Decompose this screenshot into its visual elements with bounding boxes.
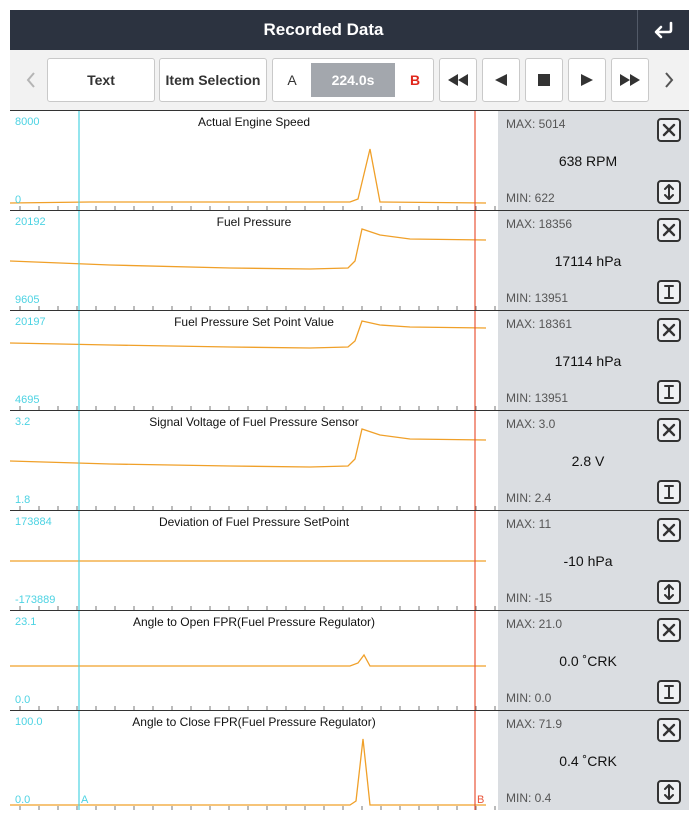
y-axis-max-label: 100.0 bbox=[15, 716, 43, 728]
y-axis-min-label: 4695 bbox=[15, 394, 40, 406]
min-value-label: MIN: 13951 bbox=[506, 391, 569, 405]
stop-button[interactable] bbox=[525, 58, 563, 102]
min-value-label: MIN: 622 bbox=[506, 191, 555, 205]
remove-parameter-button[interactable] bbox=[657, 318, 681, 342]
scale-toggle-button[interactable] bbox=[657, 580, 681, 604]
marker-a-button[interactable]: A bbox=[287, 72, 297, 88]
stop-icon bbox=[538, 74, 550, 86]
value-info-panel bbox=[498, 611, 689, 710]
close-icon bbox=[662, 623, 676, 637]
y-axis-min-label: 0.0 bbox=[15, 694, 31, 706]
play-reverse-icon bbox=[495, 74, 507, 86]
cursor-b-label: B bbox=[477, 794, 485, 806]
y-axis-max-label: 20192 bbox=[15, 216, 46, 228]
close-icon bbox=[662, 523, 676, 537]
parameter-title: Actual Engine Speed bbox=[197, 115, 311, 129]
header-bar bbox=[10, 10, 689, 50]
scale-toggle-button[interactable] bbox=[657, 180, 681, 204]
value-info-panel bbox=[498, 311, 689, 410]
value-info-panel bbox=[498, 111, 689, 210]
max-value-label: MAX: 71.9 bbox=[506, 717, 563, 731]
fit-icon bbox=[662, 784, 676, 800]
data-trace bbox=[10, 429, 486, 467]
marker-b-button[interactable]: B bbox=[409, 72, 421, 88]
remove-parameter-button[interactable] bbox=[657, 118, 681, 142]
value-info-panel bbox=[498, 411, 689, 510]
y-axis-max-label: 20197 bbox=[15, 316, 46, 328]
data-panel-5 bbox=[10, 510, 689, 610]
min-value-label: MIN: 0.4 bbox=[506, 791, 552, 805]
close-icon bbox=[662, 223, 676, 237]
value-info-panel bbox=[498, 211, 689, 310]
time-display: 224.0s bbox=[311, 63, 395, 97]
chevron-left-icon bbox=[25, 71, 37, 89]
min-value-label: MIN: -15 bbox=[506, 591, 553, 605]
fit-icon bbox=[662, 184, 676, 200]
graph-area[interactable] bbox=[10, 511, 498, 610]
current-value: -10 hPa bbox=[563, 553, 613, 569]
remove-parameter-button[interactable] bbox=[657, 718, 681, 742]
max-value-label: MAX: 18356 bbox=[506, 217, 573, 231]
play-icon bbox=[581, 74, 593, 86]
data-panel-1 bbox=[10, 110, 689, 210]
scale-toggle-button[interactable] bbox=[657, 680, 681, 704]
graph-area[interactable] bbox=[10, 111, 498, 210]
y-axis-max-label: 173884 bbox=[15, 516, 52, 528]
y-axis-min-label: -173889 bbox=[15, 594, 56, 606]
fit-icon bbox=[662, 584, 676, 600]
min-value-label: MIN: 13951 bbox=[506, 291, 569, 305]
close-icon bbox=[662, 723, 676, 737]
ab-range-selector bbox=[272, 58, 434, 102]
parameter-title: Deviation of Fuel Pressure SetPoint bbox=[158, 515, 350, 529]
scroll-left-button[interactable] bbox=[17, 58, 45, 102]
step-back-button[interactable] bbox=[482, 58, 520, 102]
data-trace bbox=[10, 149, 486, 203]
data-panel-7 bbox=[10, 710, 689, 810]
current-value: 0.4 ˚CRK bbox=[559, 753, 617, 769]
y-axis-min-label: 0 bbox=[15, 194, 22, 206]
remove-parameter-button[interactable] bbox=[657, 218, 681, 242]
cursor-a-label: A bbox=[81, 794, 89, 806]
chevron-right-icon bbox=[663, 71, 675, 89]
play-button[interactable] bbox=[568, 58, 606, 102]
parameter-title: Angle to Close FPR(Fuel Pressure Regulator) bbox=[132, 715, 376, 729]
fast-forward-icon bbox=[620, 74, 640, 86]
max-value-label: MAX: 3.0 bbox=[506, 417, 556, 431]
remove-parameter-button[interactable] bbox=[657, 518, 681, 542]
close-icon bbox=[662, 123, 676, 137]
scale-toggle-button[interactable] bbox=[657, 780, 681, 804]
current-value: 17114 hPa bbox=[554, 253, 622, 269]
scale-toggle-button[interactable] bbox=[657, 380, 681, 404]
range-icon bbox=[662, 284, 676, 300]
fast-rewind-icon bbox=[448, 74, 468, 86]
min-value-label: MIN: 0.0 bbox=[506, 691, 552, 705]
graph-area[interactable] bbox=[10, 711, 498, 810]
graph-area[interactable] bbox=[10, 311, 498, 410]
parameter-title: Signal Voltage of Fuel Pressure Sensor bbox=[149, 415, 359, 429]
parameter-title: Fuel Pressure Set Point Value bbox=[174, 315, 334, 329]
data-panel-3 bbox=[10, 310, 689, 410]
y-axis-max-label: 8000 bbox=[15, 116, 40, 128]
range-icon bbox=[662, 484, 676, 500]
data-panel-4 bbox=[10, 410, 689, 510]
data-panel-6 bbox=[10, 610, 689, 710]
fast-rewind-button[interactable] bbox=[439, 58, 477, 102]
min-value-label: MIN: 2.4 bbox=[506, 491, 552, 505]
graph-area[interactable] bbox=[10, 611, 498, 710]
return-icon bbox=[653, 21, 675, 39]
graph-area[interactable] bbox=[10, 211, 498, 310]
fast-forward-button[interactable] bbox=[611, 58, 649, 102]
parameter-title: Angle to Open FPR(Fuel Pressure Regulator) bbox=[132, 615, 376, 629]
scroll-right-button[interactable] bbox=[655, 58, 683, 102]
y-axis-max-label: 23.1 bbox=[15, 616, 37, 628]
y-axis-min-label: 1.8 bbox=[15, 494, 31, 506]
text-button[interactable]: Text bbox=[47, 58, 155, 102]
graph-area[interactable] bbox=[10, 411, 498, 510]
range-icon bbox=[662, 684, 676, 700]
range-icon bbox=[662, 384, 676, 400]
remove-parameter-button[interactable] bbox=[657, 618, 681, 642]
remove-parameter-button[interactable] bbox=[657, 418, 681, 442]
data-trace bbox=[10, 229, 486, 269]
y-axis-max-label: 3.2 bbox=[15, 416, 31, 428]
item-selection-button[interactable]: Item Selection bbox=[159, 58, 267, 102]
scale-toggle-button[interactable] bbox=[657, 280, 681, 304]
close-icon bbox=[662, 423, 676, 437]
current-value: 17114 hPa bbox=[554, 353, 622, 369]
data-trace bbox=[10, 655, 486, 666]
parameter-title: Fuel Pressure bbox=[216, 215, 292, 229]
max-value-label: MAX: 11 bbox=[506, 517, 552, 531]
data-panel-2 bbox=[10, 210, 689, 310]
y-axis-min-label: 9605 bbox=[15, 294, 40, 306]
current-value: 638 RPM bbox=[558, 153, 618, 169]
back-button[interactable] bbox=[637, 10, 689, 50]
close-icon bbox=[662, 323, 676, 337]
page-title: Recorded Data bbox=[263, 20, 384, 39]
y-axis-min-label: 0.0 bbox=[15, 794, 31, 806]
max-value-label: MAX: 18361 bbox=[506, 317, 573, 331]
max-value-label: MAX: 21.0 bbox=[506, 617, 563, 631]
scale-toggle-button[interactable] bbox=[657, 480, 681, 504]
current-value: 0.0 ˚CRK bbox=[559, 653, 617, 669]
current-value: 2.8 V bbox=[571, 453, 605, 469]
value-info-panel bbox=[498, 711, 689, 810]
max-value-label: MAX: 5014 bbox=[506, 117, 566, 131]
value-info-panel bbox=[498, 511, 689, 610]
playback-toolbar bbox=[10, 50, 689, 110]
